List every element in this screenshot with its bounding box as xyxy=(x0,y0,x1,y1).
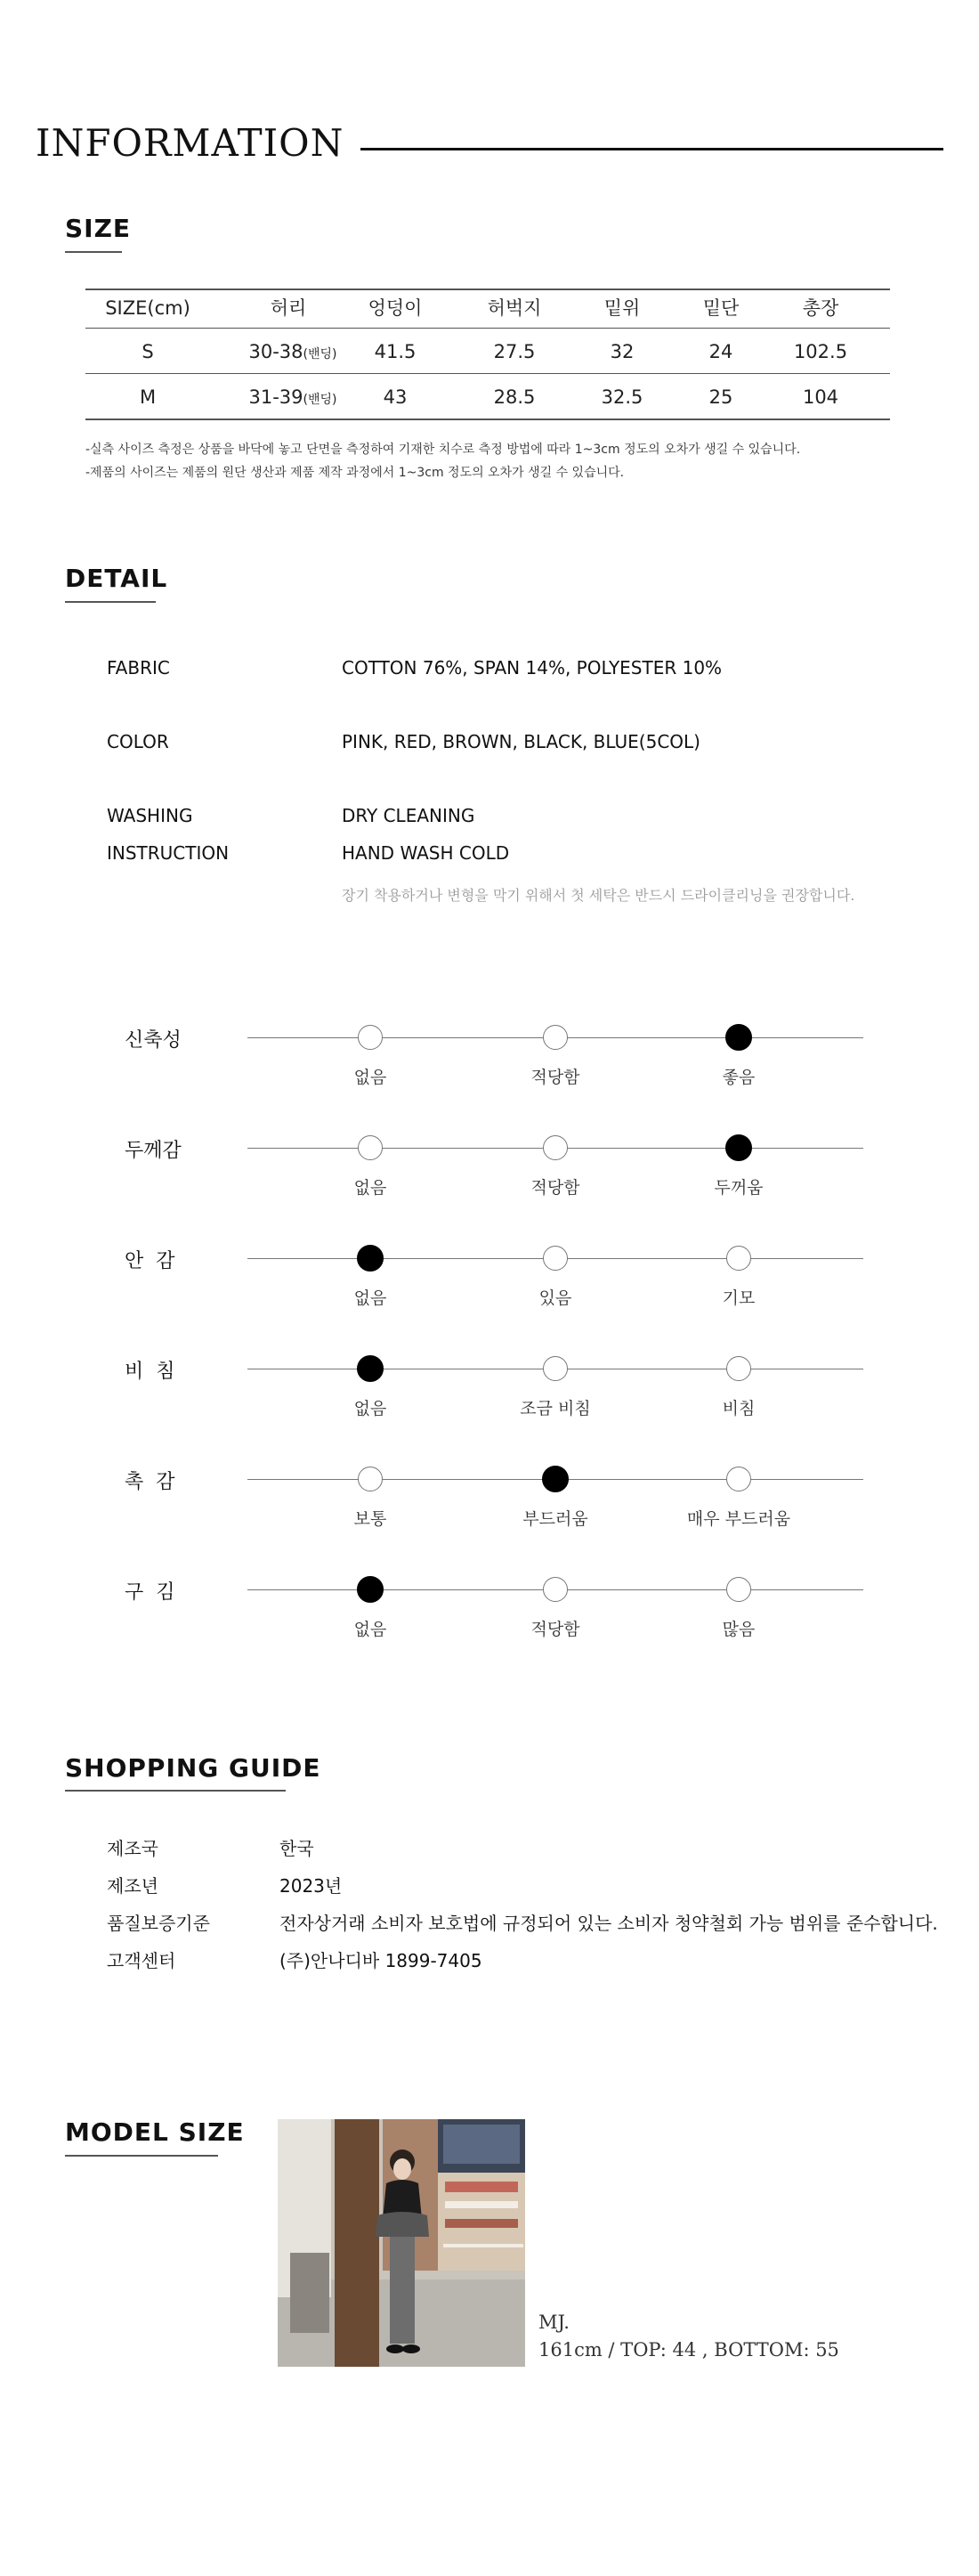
detail-title-underline xyxy=(65,601,156,603)
washing-note: 장기 착용하거나 변형을 막기 위해서 첫 세탁은 반드시 드라이클리닝을 권장합니다. xyxy=(342,887,855,904)
scale-dot-selected xyxy=(725,1024,752,1051)
scale-dot xyxy=(543,1025,568,1050)
fabric-label: FABRIC xyxy=(107,657,170,679)
model-title-underline xyxy=(65,2155,218,2157)
scale-dot xyxy=(543,1356,568,1381)
scale-dot xyxy=(358,1135,383,1160)
instruction-value: HAND WASH COLD xyxy=(342,842,510,864)
table-cell-thigh: 27.5 xyxy=(493,341,536,362)
table-cell-size: M xyxy=(139,386,157,408)
table-cell-size: S xyxy=(142,341,154,362)
scale-option-label: 두꺼움 xyxy=(714,1178,764,1198)
scale-option-label: 많음 xyxy=(722,1620,756,1639)
title-divider xyxy=(360,148,943,150)
table-header-length: 총장 xyxy=(802,297,839,319)
table-cell-waist: 31-39(밴딩) xyxy=(248,386,337,408)
scale-dot-selected xyxy=(542,1466,569,1492)
guide-label-service: 고객센터 xyxy=(107,1950,176,1971)
guide-value-year: 2023년 xyxy=(279,1875,343,1897)
scale-dot-selected xyxy=(357,1576,384,1603)
model-photo xyxy=(278,2119,525,2367)
scale-option-label: 비침 xyxy=(722,1399,756,1418)
scale-option-label: 없음 xyxy=(353,1178,387,1198)
table-cell-rise: 32.5 xyxy=(601,386,643,408)
scale-dot xyxy=(543,1135,568,1160)
scale-dot-selected xyxy=(357,1245,384,1272)
table-header-hem: 밑단 xyxy=(702,297,740,319)
scale-option-label: 좋음 xyxy=(722,1068,756,1087)
page-title: INFORMATION xyxy=(36,121,344,165)
scale-label: 두께감 xyxy=(125,1140,182,1162)
scale-option-label: 적당함 xyxy=(530,1620,580,1639)
table-cell-hem: 24 xyxy=(708,341,733,362)
scale-option-label: 없음 xyxy=(353,1068,387,1087)
table-bottom-rule xyxy=(85,418,890,420)
washing-label: WASHING xyxy=(107,805,193,826)
scale-dot xyxy=(358,1467,383,1491)
scale-option-label: 없음 xyxy=(353,1620,387,1639)
table-cell-rise: 32 xyxy=(610,341,635,362)
table-header-hip: 엉덩이 xyxy=(368,297,423,319)
color-value: PINK, RED, BROWN, BLACK, BLUE(5COL) xyxy=(342,731,700,752)
table-cell-length: 104 xyxy=(802,386,839,408)
washing-value: DRY CLEANING xyxy=(342,805,475,826)
table-header-thigh: 허벅지 xyxy=(487,297,542,319)
scale-dot xyxy=(543,1577,568,1602)
size-section-title: SIZE xyxy=(65,214,132,243)
table-header-waist: 허리 xyxy=(270,297,307,319)
scale-option-label: 없음 xyxy=(353,1288,387,1308)
scale-label: 신축성 xyxy=(125,1029,182,1052)
scale-dot xyxy=(543,1246,568,1271)
scale-label: 구 김 xyxy=(125,1581,175,1604)
size-note: -제품의 사이즈는 제품의 원단 생산과 제품 제작 과정에서 1~3cm 정도의 오차가 생길 수 있습니다. xyxy=(85,466,625,480)
scale-option-label: 부드러움 xyxy=(522,1509,588,1529)
guide-label-year: 제조년 xyxy=(107,1875,158,1897)
scale-option-label: 조금 비침 xyxy=(520,1399,591,1418)
table-cell-hip: 41.5 xyxy=(374,341,417,362)
table-cell-hip: 43 xyxy=(383,386,408,408)
scale-option-label: 적당함 xyxy=(530,1178,580,1198)
table-top-rule xyxy=(85,288,890,290)
scale-dot-selected xyxy=(357,1355,384,1382)
scale-dot xyxy=(726,1467,751,1491)
detail-section-title: DETAIL xyxy=(65,564,168,593)
model-photo-illustration xyxy=(278,2119,525,2367)
color-label: COLOR xyxy=(107,731,169,752)
table-row-rule xyxy=(85,373,890,374)
size-note: -실측 사이즈 측정은 상품을 바닥에 놓고 단면을 측정하여 기재한 치수로 측정 방법에 따라 1~3cm 정도의 오차가 생길 수 있습니다. xyxy=(85,443,801,457)
guide-value-quality: 전자상거래 소비자 보호법에 규정되어 있는 소비자 청약철회 가능 범위를 준수합니다. xyxy=(279,1913,938,1934)
model-spec: 161cm / TOP: 44 , BOTTOM: 55 xyxy=(538,2339,839,2361)
guide-value-origin: 한국 xyxy=(279,1838,314,1859)
table-cell-thigh: 28.5 xyxy=(493,386,536,408)
fabric-value: COTTON 76%, SPAN 14%, POLYESTER 10% xyxy=(342,657,723,679)
scale-option-label: 적당함 xyxy=(530,1068,580,1087)
guide-label-origin: 제조국 xyxy=(107,1838,158,1859)
scale-dot xyxy=(726,1246,751,1271)
guide-label-quality: 품질보증기준 xyxy=(107,1913,210,1934)
table-header-size: SIZE(cm) xyxy=(105,297,190,319)
scale-dot xyxy=(726,1577,751,1602)
table-cell-waist: 30-38(밴딩) xyxy=(248,341,337,362)
model-section-title: MODEL SIZE xyxy=(65,2117,245,2147)
scale-option-label: 보통 xyxy=(353,1509,387,1529)
scale-dot xyxy=(358,1025,383,1050)
scale-option-label: 기모 xyxy=(722,1288,756,1308)
scale-dot xyxy=(726,1356,751,1381)
scale-label: 안 감 xyxy=(125,1250,175,1272)
shopping-title-underline xyxy=(65,1790,286,1792)
scale-option-label: 없음 xyxy=(353,1399,387,1418)
guide-value-service: (주)안나디바 1899-7405 xyxy=(279,1950,482,1971)
table-cell-hem: 25 xyxy=(708,386,733,408)
scale-option-label: 매우 부드러움 xyxy=(686,1509,791,1529)
scale-label: 촉 감 xyxy=(125,1471,175,1493)
size-title-underline xyxy=(65,251,122,253)
instruction-label: INSTRUCTION xyxy=(107,842,230,864)
scale-option-label: 있음 xyxy=(538,1288,572,1308)
shopping-section-title: SHOPPING GUIDE xyxy=(65,1753,321,1783)
table-header-rise: 밑위 xyxy=(603,297,641,319)
scale-dot-selected xyxy=(725,1134,752,1161)
table-cell-length: 102.5 xyxy=(793,341,848,362)
model-name: MJ. xyxy=(538,2312,570,2333)
table-header-rule xyxy=(85,328,890,329)
scale-label: 비 침 xyxy=(125,1361,175,1383)
